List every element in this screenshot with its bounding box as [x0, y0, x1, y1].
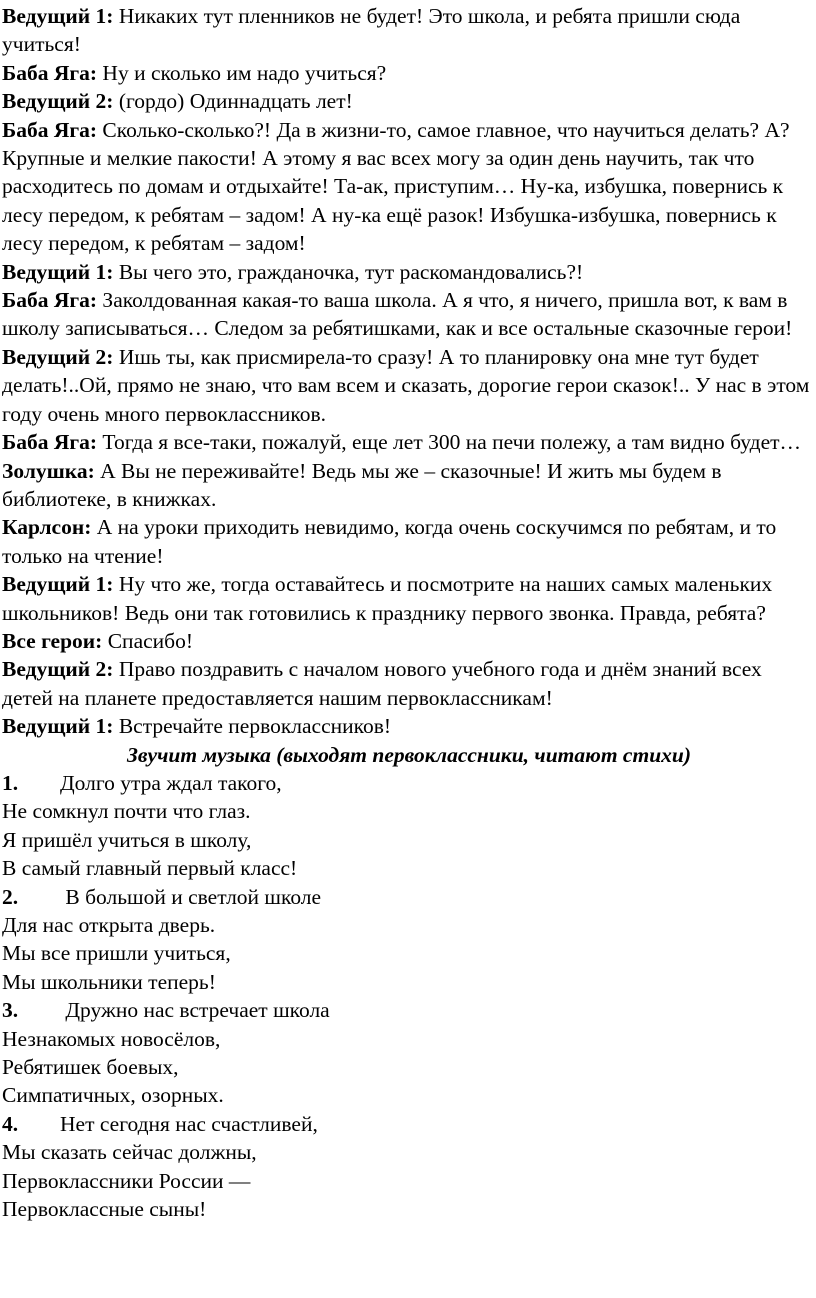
speaker-name: Баба Яга:	[2, 60, 98, 85]
verse-line	[2, 769, 816, 797]
dialogue-text: Ну что же, тогда оставайтесь и посмотрите на наших самых маленьких школьников! Ведь они так готовились к празднику первого звонка. Правда, ребята?	[2, 572, 773, 625]
verse-line: Мы сказать сейчас должны,	[2, 1140, 257, 1165]
verse-number: 4.	[2, 1111, 19, 1136]
verse-line: Симпатичных, озорных.	[2, 1083, 224, 1108]
dialogue-line	[2, 87, 816, 115]
speaker-name: Ведущий 2:	[2, 89, 114, 114]
speaker-name: Ведущий 1:	[2, 4, 114, 28]
dialogue-line	[2, 627, 816, 655]
speaker-name: Ведущий 1:	[2, 259, 114, 284]
verse-text: Дружно нас встречает школа	[60, 998, 330, 1023]
speaker-name: Баба Яга:	[2, 430, 98, 455]
dialogue-text: Право поздравить с началом нового учебного года и днём знаний всех детей на планете предоставляется нашим первоклассникам!	[2, 657, 762, 710]
dialogue-line	[2, 343, 816, 428]
speaker-name: Карлсон:	[2, 515, 92, 540]
verse-text: В большой и светлой школе	[60, 884, 322, 909]
dialogue-line	[2, 457, 816, 514]
dialogue-line	[2, 513, 816, 570]
speaker-name: Баба Яга:	[2, 288, 98, 313]
dialogue-line	[2, 428, 816, 456]
verse-line: Незнакомых новосёлов,	[2, 1026, 221, 1051]
dialogue-text: Спасибо!	[102, 628, 194, 653]
dialogue-section	[2, 2, 816, 741]
dialogue-line	[2, 570, 816, 627]
speaker-name: Золушка:	[2, 458, 95, 483]
dialogue-text: Никаких тут пленников не будет! Это школа, и ребята пришли сюда учиться!	[2, 4, 741, 57]
dialogue-text: Вы чего это, гражданочка, тут раскомандовались?!	[113, 259, 584, 284]
verse-line: Мы все пришли учиться,	[2, 941, 231, 966]
dialogue-line	[2, 59, 816, 87]
verse	[2, 1110, 816, 1224]
stage-direction: Звучит музыка (выходят первоклассники, читают стихи)	[126, 742, 692, 767]
dialogue-text: Заколдованная какая-то ваша школа. А я что, я ничего, пришла вот, к вам в школу записываться… Следом за ребятишками, как и все остальные сказочные герои!	[2, 288, 793, 341]
verse-line: Для нас открыта дверь.	[2, 913, 216, 937]
verse-number: 1.	[2, 770, 19, 795]
verse-line: В самый главный первый класс!	[2, 856, 298, 881]
speaker-name: Ведущий 2:	[2, 657, 114, 682]
dialogue-text: Тогда я все-таки, пожалуй, еще лет 300 на печи полежу, а там видно будет…	[97, 430, 802, 455]
speaker-name: Ведущий 2:	[2, 344, 114, 369]
speaker-name: Ведущий 1:	[2, 714, 114, 739]
dialogue-line	[2, 712, 816, 740]
dialogue-line	[2, 655, 816, 712]
verse-line	[2, 1110, 816, 1138]
dialogue-line	[2, 116, 816, 258]
verse-line: Не сомкнул почти что глаз.	[2, 799, 251, 824]
verse	[2, 883, 816, 997]
speaker-name: Все герои:	[2, 628, 103, 653]
speaker-name: Баба Яга:	[2, 117, 98, 142]
dialogue-text: Ну и сколько им надо учиться?	[97, 60, 387, 85]
verse-line: Первоклассники России —	[2, 1168, 251, 1193]
dialogue-line	[2, 2, 816, 59]
dialogue-text: А Вы не переживайте! Ведь мы же – сказочные! И жить мы будем в библиотеке, в книжках.	[2, 458, 722, 511]
verse-text: Нет сегодня нас счастливей,	[60, 1111, 318, 1136]
dialogue-line	[2, 258, 816, 286]
dialogue-text: Ишь ты, как присмирела-то сразу! А то планировку она мне тут будет делать!..Ой, прямо не знаю, что вам всем и сказать, дорогие герои сказок!.. У нас в этом году очень много первоклассников.	[2, 344, 810, 426]
dialogue-text: Сколько-сколько?! Да в жизни-то, самое главное, что научиться делать? А? Крупные и мелкие пакости! А этому я вас всех могу за один день научить, так что расходитесь по домам и отдыхайте! Та-ак, приступим… Ну-ка, избушка, повернись к лесу передом, к ребятам – задом! А ну-ка ещё разок! Избушка-избушка, повернись к лесу передом, к ребятам – задом!	[2, 117, 790, 256]
dialogue-line	[2, 286, 816, 343]
verse-line: Мы школьники теперь!	[2, 969, 216, 994]
verse	[2, 996, 816, 1110]
verse-number: 2.	[2, 884, 19, 909]
verse-line: Я пришёл учиться в школу,	[2, 827, 252, 852]
dialogue-text: Встречайте первоклассников!	[113, 714, 392, 739]
dialogue-text: (гордо) Одиннадцать лет!	[113, 89, 353, 114]
verse-number: 3.	[2, 998, 19, 1023]
verse	[2, 769, 816, 883]
verse-line: Ребятишек боевых,	[2, 1055, 179, 1080]
speaker-name: Ведущий 1:	[2, 572, 114, 597]
verse-text: Долго утра ждал такого,	[60, 770, 282, 795]
verse-line	[2, 883, 816, 911]
dialogue-text: А на уроки приходить невидимо, когда очень соскучимся по ребятам, и то только на чтение!	[2, 515, 777, 568]
verse-line: Первоклассные сыны!	[2, 1197, 207, 1222]
verses-section	[2, 769, 816, 1224]
verse-line	[2, 996, 816, 1024]
